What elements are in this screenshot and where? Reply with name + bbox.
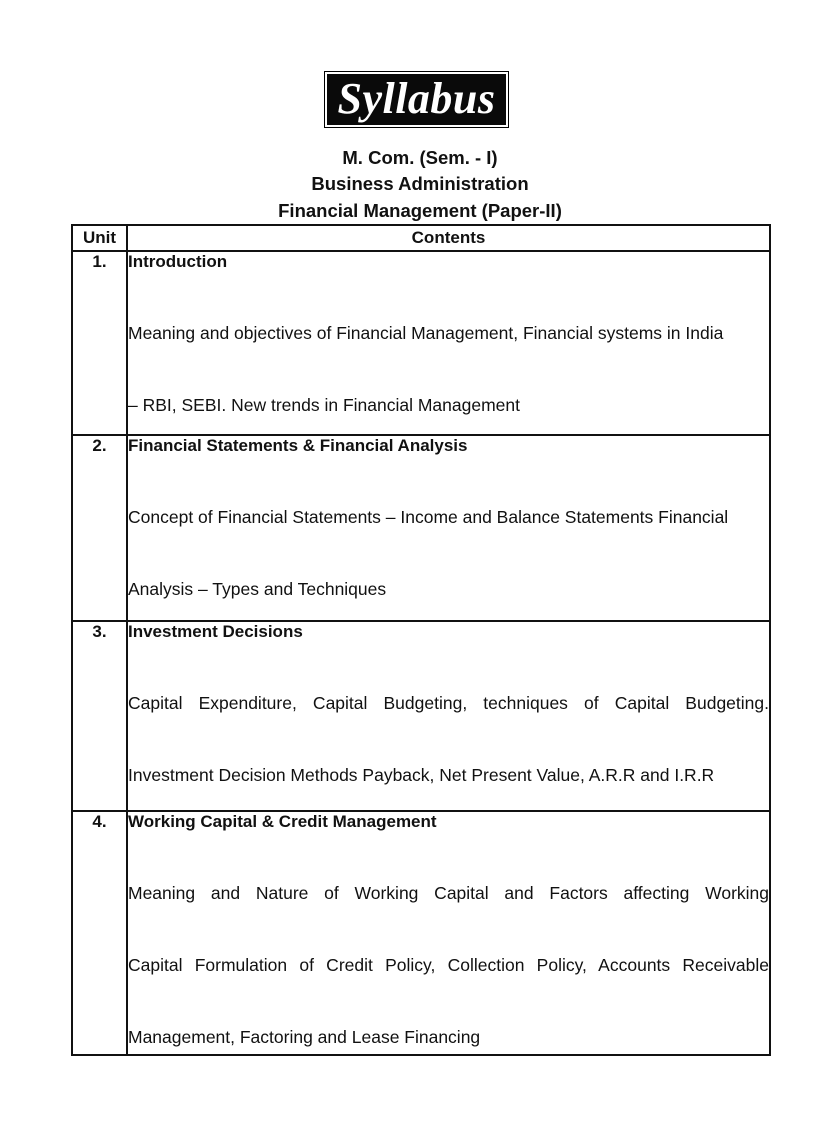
unit-number: 1.: [72, 251, 127, 435]
content-line: – RBI, SEBI. New trends in Financial Management: [128, 395, 520, 415]
syllabus-badge-label: Syllabus: [327, 74, 506, 125]
table-header-row: [72, 225, 770, 251]
unit-contents: [127, 811, 770, 1055]
unit-title: Investment Decisions: [128, 622, 303, 641]
table-row: [72, 811, 770, 1055]
unit-number: 3.: [72, 621, 127, 811]
course-heading: M. Com. (Sem. - I): [342, 147, 498, 168]
content-line: Meaning and objectives of Financial Management, Financial systems in India: [128, 323, 724, 343]
content-line: Analysis – Types and Techniques: [128, 579, 387, 599]
unit-number: 4.: [72, 811, 127, 1055]
column-header-unit: Unit: [72, 225, 127, 251]
unit-contents: [127, 251, 770, 435]
content-line: Capital Expenditure, Capital Budgeting, techniques of Capital Budgeting.: [128, 693, 769, 713]
subject-heading: Business Administration: [311, 173, 529, 194]
unit-title: Working Capital & Credit Management: [128, 812, 437, 831]
content-line: Capital Formulation of Credit Policy, Collection Policy, Accounts Receivable: [128, 955, 769, 975]
content-line: Meaning and Nature of Working Capital and Factors affecting Working: [128, 883, 769, 903]
unit-number: 2.: [72, 435, 127, 621]
unit-contents: [127, 621, 770, 811]
content-line: Investment Decision Methods Payback, Net Present Value, A.R.R and I.R.R: [128, 765, 715, 785]
syllabus-badge: [324, 71, 509, 128]
unit-title: Introduction: [128, 252, 228, 271]
content-line: Management, Factoring and Lease Financing: [128, 1027, 481, 1047]
column-header-contents: Contents: [127, 225, 770, 251]
content-line: Concept of Financial Statements – Income and Balance Statements Financial: [128, 507, 729, 527]
table-row: [72, 251, 770, 435]
table-row: [72, 435, 770, 621]
syllabus-table: [71, 224, 771, 1056]
unit-contents: [127, 435, 770, 621]
unit-title: Financial Statements & Financial Analysis: [128, 436, 468, 455]
table-row: [72, 621, 770, 811]
paper-heading: Financial Management (Paper-II): [278, 200, 562, 221]
